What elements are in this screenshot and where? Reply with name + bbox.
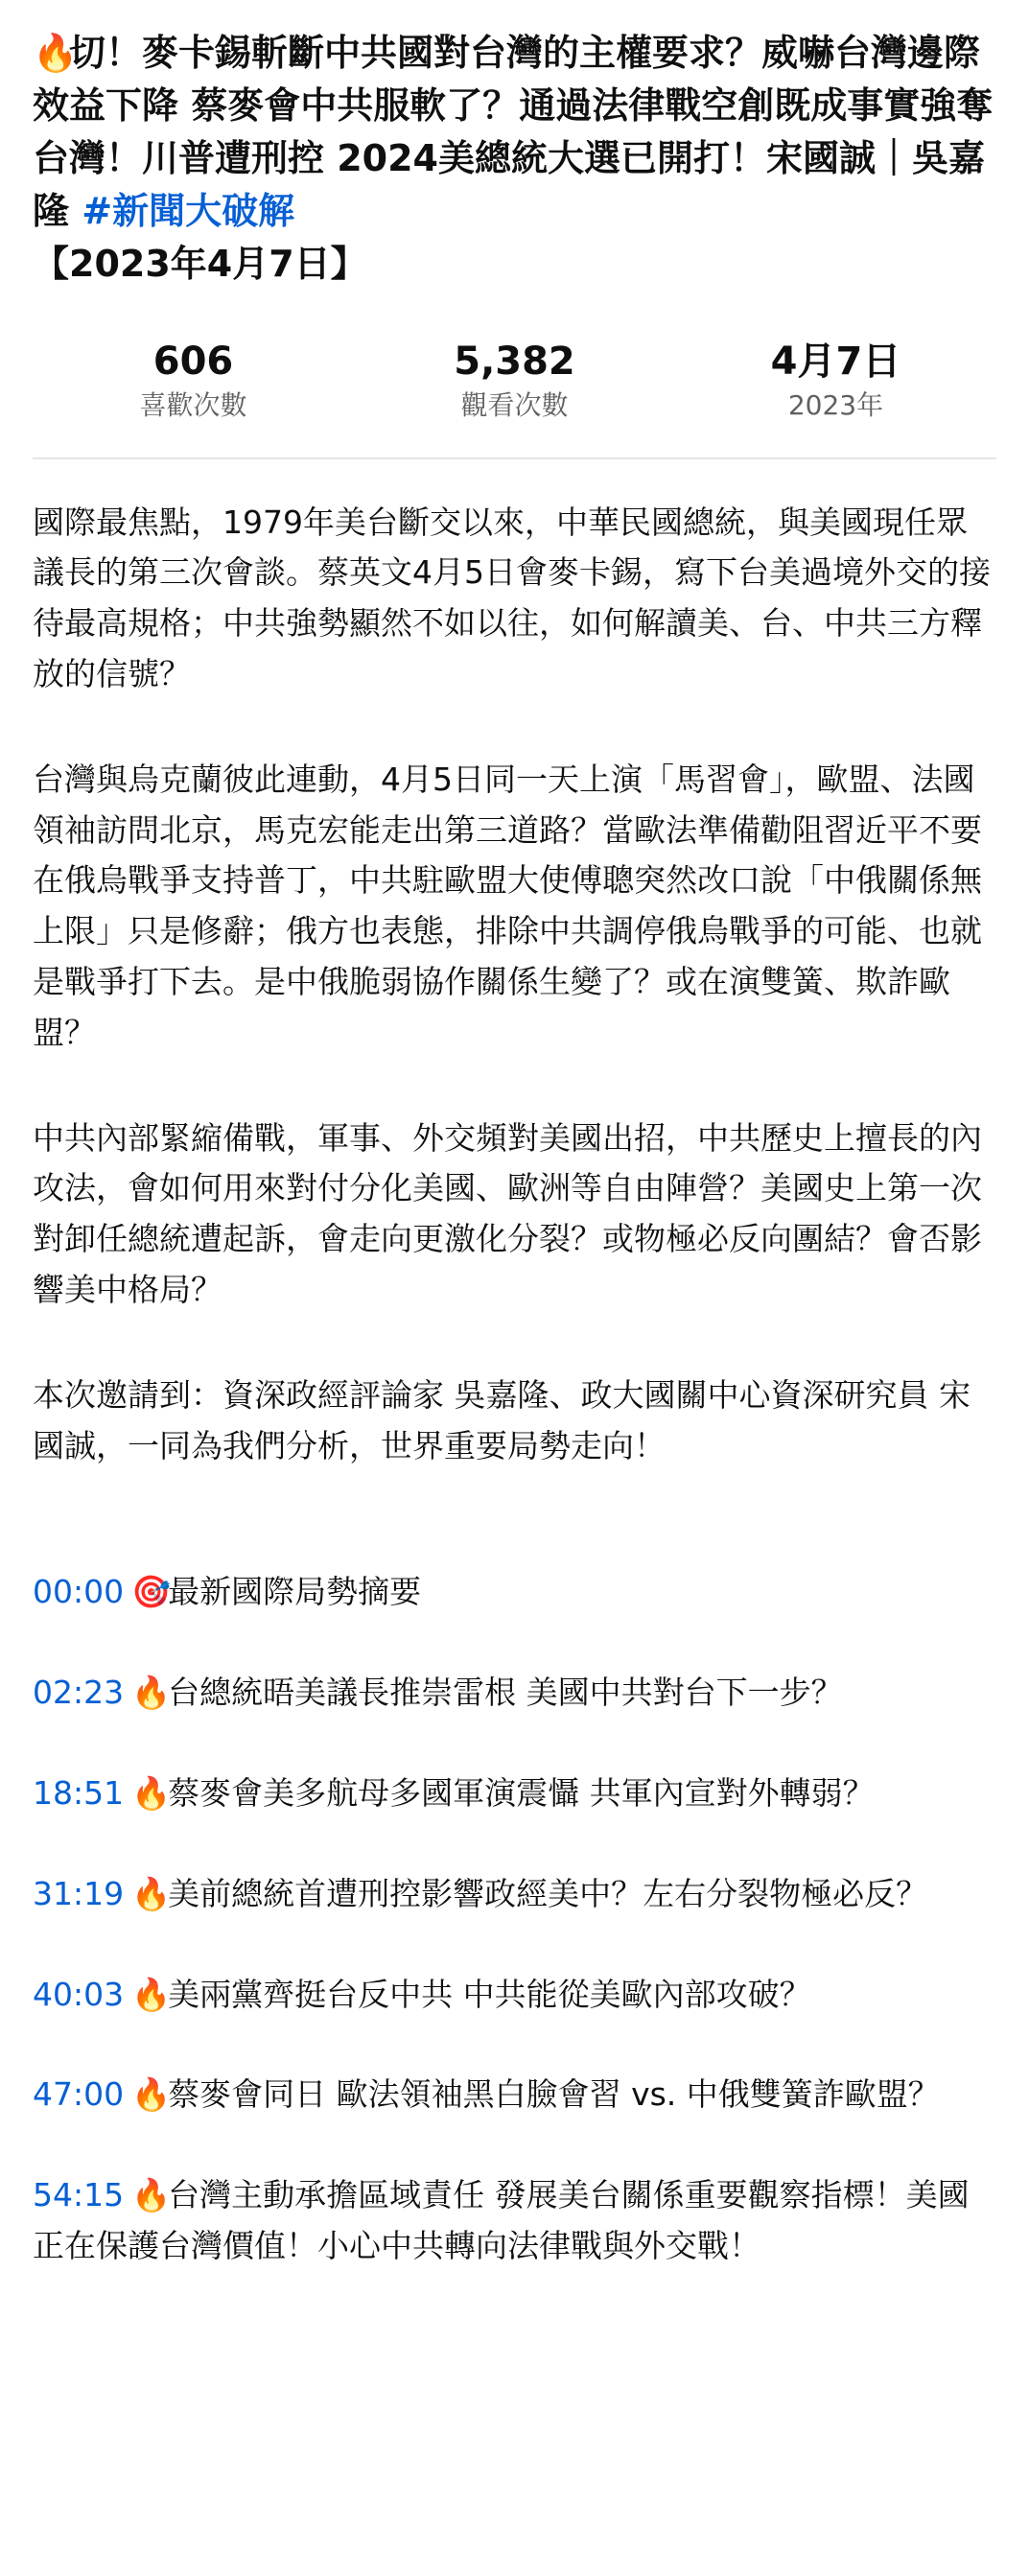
hashtag-link[interactable]: #新聞大破解 (82, 190, 295, 233)
chapter-title: 美兩黨齊挺台反中共 中共能從美歐內部攻破？ (168, 1975, 811, 2013)
chapter-title: 美前總統首遭刑控影響政經美中？左右分裂物極必反？ (168, 1874, 928, 1912)
likes-label: 喜歡次數 (139, 389, 247, 422)
likes-count: 606 (152, 340, 234, 385)
description-paragraph: 中共內部緊縮備戰，軍事、外交頻對美國出招，中共歷史上擅長的內攻法，會如何用來對付分化美國、歐洲等自由陣營？美國史上第一次對卸任總統遭起訴，會走向更激化分裂？或物極必反向團結？會否影響美中格局？ (33, 1118, 982, 1309)
timestamp-link[interactable]: 18:51 (33, 1774, 125, 1812)
chapter-title: 台灣主動承擔區域責任 發展美台關係重要觀察指標！美國正在保護台灣價值！小心中共轉向法律戰與外交戰！ (33, 2176, 970, 2264)
timestamp-link[interactable]: 02:23 (33, 1674, 125, 1712)
date-stat (702, 339, 971, 424)
chapter-item (33, 1668, 996, 1719)
chapter-item (33, 2170, 996, 2272)
chapter-title: 台總統晤美議長推崇雷根 美國中共對台下一步？ (168, 1674, 843, 1712)
timestamp-link[interactable]: 31:19 (33, 1874, 125, 1912)
timestamp-link[interactable]: 40:03 (33, 1975, 125, 2013)
timestamp-link[interactable]: 54:15 (33, 2176, 125, 2214)
chapter-title: 蔡麥會美多航母多國軍演震懾 共軍內宣對外轉弱？ (168, 1774, 875, 1812)
chapter-item (33, 1869, 996, 1920)
video-title-text: 切！麥卡錫斬斷中共國對台灣的主權要求？威嚇台灣邊際效益下降 蔡麥會中共服軟了？通過法律戰空創既成事實強奪台灣！川普遭刑控 2024美總統大選已開打！宋國誠｜吳嘉隆 (33, 32, 994, 233)
timestamp-link[interactable]: 00:00 (33, 1573, 125, 1611)
fire-icon: 🔥 (131, 1975, 172, 2013)
description-paragraph: 本次邀請到：資深政經評論家 吳嘉隆、政大國關中心資深研究員 宋國誠，一同為我們分析，世界重要局勢走向！ (33, 1375, 971, 1464)
fire-icon: 🔥 (33, 32, 79, 74)
timestamp-link[interactable]: 47:00 (33, 2075, 125, 2114)
description-paragraph: 國際最焦點，1979年美台斷交以來，中華民國總統，與美國現任眾議長的第三次會談。蔡英文4月5日會麥卡錫，寫下台美過境外交的接待最高規格；中共強勢顯然不如以往，如何解讀美、台、中共三方釋放的信號？ (33, 503, 991, 693)
chapter-item (33, 1970, 996, 2021)
video-title (33, 27, 996, 291)
chapter-item (33, 2070, 996, 2120)
views-stat (381, 339, 649, 424)
video-title-date: 【2023年4月7日】 (33, 243, 367, 286)
upload-year: 2023年 (787, 389, 884, 422)
target-icon: 🎯 (131, 1573, 172, 1611)
description-paragraph: 台灣與烏克蘭彼此連動，4月5日同一天上演「馬習會」，歐盟、法國領袖訪問北京，馬克宏能走出第三道路？當歐法準備勸阻習近平不要在俄烏戰爭支持普丁，中共駐歐盟大使傅聰突然改口說「中俄關係無上限」只是修辭；俄方也表態，排除中共調停俄烏戰爭的可能、也就是戰爭打下去。是中俄脆弱協作關係生變了？或在演雙簧、欺詐歐盟？ (33, 760, 982, 1051)
views-label: 觀看次數 (460, 389, 569, 422)
chapter-title: 最新國際局勢摘要 (168, 1573, 422, 1611)
fire-icon: 🔥 (131, 1774, 172, 1812)
chapter-title: 蔡麥會同日 歐法領袖黑白臉會習 vs. 中俄雙簧詐歐盟？ (168, 2075, 940, 2114)
fire-icon: 🔥 (131, 1674, 172, 1712)
chapter-item (33, 1567, 996, 1618)
chapter-item (33, 1768, 996, 1819)
upload-date: 4月7日 (770, 340, 901, 385)
chapter-list (33, 1567, 996, 2271)
likes-stat (59, 339, 328, 424)
fire-icon: 🔥 (131, 2176, 172, 2214)
fire-icon: 🔥 (131, 1874, 172, 1912)
description-body (33, 498, 996, 1472)
views-count: 5,382 (454, 340, 575, 385)
fire-icon: 🔥 (131, 2075, 172, 2114)
video-stats (33, 339, 996, 458)
